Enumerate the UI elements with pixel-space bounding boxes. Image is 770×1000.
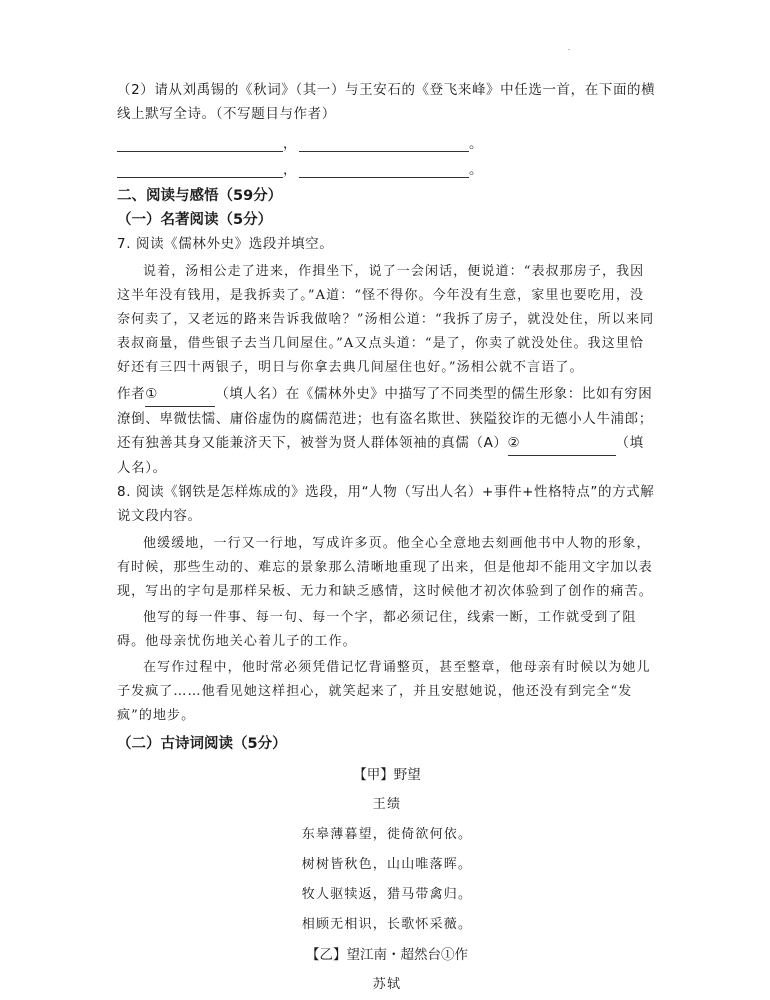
period: 。 (469, 162, 483, 178)
poem-b-author: 苏轼 (372, 977, 402, 992)
poem-a-author: 王绩 (372, 797, 402, 812)
q8-paragraph-3: 在写作过程中，他时常必须凭借记忆背诵整页，甚至整章，他母亲有时候以为她儿子发疯了……他看见她这样担心，就笑起来了，并且安慰她说，他还没有到完全“发疯”的地步。 (117, 660, 651, 723)
comma: ， (283, 136, 297, 152)
scan-speck (568, 49, 570, 50)
section-2-title: 二、阅读与感悟（59分） (117, 188, 283, 204)
blank-2[interactable] (508, 431, 616, 456)
answer-blank[interactable] (299, 135, 469, 152)
answer-line-1 (117, 126, 657, 152)
q7-fill-text-b: （填人名）在《儒林外史》中描写了不同类型的儒生形象：比如有穷困潦倒、卑微怯懦、庸俗虚伪的腐儒范进；也有盗名欺世、狭隘狡诈的无德小人牛浦郎；还有独善其身又能兼济天下，被誉为贤人群体领袖的真儒（A） (117, 386, 653, 451)
poem-a-line: 相顾无相识，长歌怀采薇。 (301, 917, 473, 932)
question-8-prompt: 8. 阅读《钢铁是怎样炼成的》选段，用“人物（写出人名）+事件+性格特点”的方式解说文段内容。 (117, 484, 655, 524)
poem-a (117, 760, 657, 940)
answer-blank[interactable] (299, 161, 469, 178)
q2-instruction: （2）请从刘禹锡的《秋词》（其一）与王安石的《登飞来峰》中任选一首，在下面的横线上默写全诗。（不写题目与作者） (117, 82, 656, 122)
question-7-prompt: 7. 阅读《儒林外史》选段并填空。 (117, 236, 334, 252)
q7-passage: 说着，汤相公走了进来，作揖坐下，说了一会闲话，便说道：“表叔那房子，我因这半年没有钱用，是我拆卖了。”A道：“怪不得你。今年没有生意，家里也要吃用，没奈何卖了，又老远的路来告诉我做啥？”汤相公道：“我拆了房子，就没处住，所以来同表叔商量，借些银子去当几间屋住。”A又点头道：“是了，你卖了就没处住。我这里恰好还有三四十两银子，明日与你拿去典几间屋住也好。”汤相公就不言语了。 (117, 264, 655, 375)
poem-b (117, 940, 657, 1000)
subsection-2-title: （二）古诗词阅读（5分） (117, 736, 287, 752)
marker-1: ① (145, 386, 158, 402)
blank-1[interactable] (145, 382, 215, 407)
q8-paragraph-2: 他写的每一件事、每一句、每一个字，都必须记住，线索一断，工作就受到了阻碍。他母亲忧伤地关心着儿子的工作。 (117, 610, 637, 649)
poem-b-title: 【乙】望江南・超然台①作 (306, 947, 468, 963)
period: 。 (469, 136, 483, 152)
answer-line-2 (117, 152, 657, 178)
poem-a-line: 树树皆秋色，山山唯落晖。 (301, 857, 473, 872)
q7-fill-text-c: （填人名）。 (117, 435, 644, 476)
marker-2: ② (507, 435, 521, 451)
comma: ， (283, 162, 297, 178)
poem-a-line: 东皋薄暮望，徙倚欲何依。 (301, 827, 473, 842)
poem-a-title: 【甲】野望 (353, 767, 421, 783)
q7-fill-text-a: 作者 (117, 386, 146, 402)
answer-blank[interactable] (117, 135, 283, 152)
exam-page (117, 78, 657, 1000)
poem-a-line: 牧人驱犊返，猎马带禽归。 (301, 887, 473, 902)
q8-paragraph-1: 他缓缓地，一行又一行地，写成许多页。他全心全意地去刻画他书中人物的形象，有时候，那些生动的、难忘的景象那么清晰地重现了出来，但是他却不能用文字加以表现，写出的字句是那样呆板、无力和缺乏感情，这时候他才初次体验到了创作的痛苦。 (117, 536, 653, 599)
subsection-1-title: （一）名著阅读（5分） (117, 212, 273, 228)
q7-fill-in (117, 382, 657, 480)
answer-blank[interactable] (117, 161, 283, 178)
